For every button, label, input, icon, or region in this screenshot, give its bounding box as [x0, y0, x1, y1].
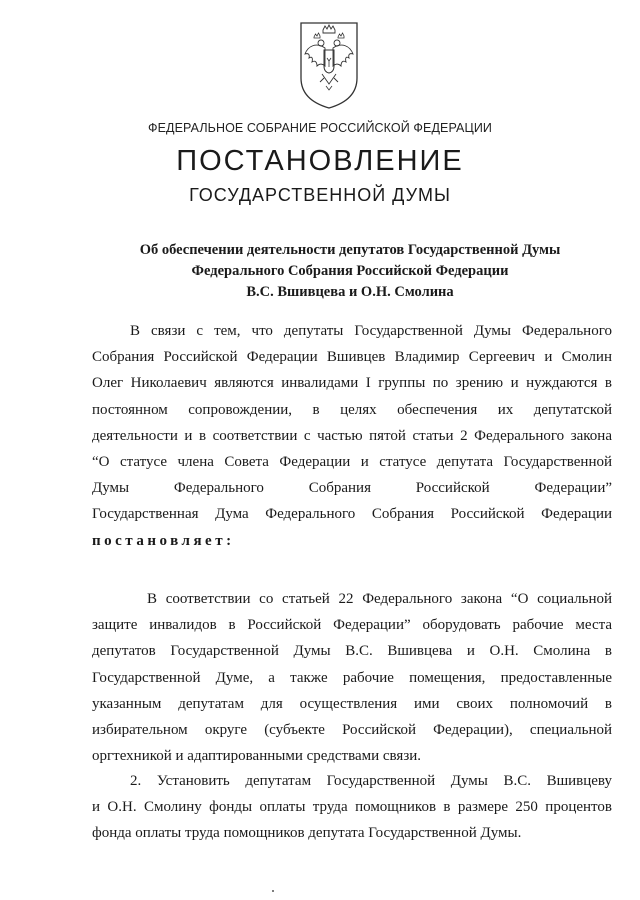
text-line: Государственная Дума Федерального Собрания Российской Федерации	[92, 506, 612, 523]
coat-of-arms-icon	[298, 20, 360, 110]
text-line: Олег Николаевич являются инвалидами I группы по зрению и нуждаются в	[92, 375, 612, 392]
text-line: постоянном сопровождении, в целях обеспечения их депутатской	[92, 401, 612, 418]
text-line: Собрания Российской Федерации Вшивцев Владимир Сергеевич и Смолин	[92, 349, 612, 366]
text-line: избирательном округе (субъекте Российской Федерации), специальной	[92, 721, 612, 738]
paragraph-preamble	[92, 318, 612, 554]
text-line: оргтехникой и адаптированными средствами связи.	[92, 748, 422, 765]
title-line: В.С. Вшивцева и О.Н. Смолина	[246, 284, 454, 300]
title-line: Федерального Собрания Российской Федерации	[191, 263, 509, 279]
document-title	[80, 240, 620, 303]
text-line: указанным депутатам для осуществления ими своих полномочий в	[92, 695, 612, 712]
organization-name: ФЕДЕРАЛЬНОЕ СОБРАНИЕ РОССИЙСКОЙ ФЕДЕРАЦИИ	[147, 121, 493, 135]
text-line: депутатов Государственной Думы В.С. Вшивцева и О.Н. Смолина в	[92, 643, 612, 660]
paragraph-item-2	[92, 768, 612, 847]
text-line: защите инвалидов в Российской Федерации” оборудовать рабочие места	[92, 617, 612, 634]
text-line: В связи с тем, что депутаты Государственной Думы Федерального	[130, 323, 612, 339]
text-line: “О статусе члена Совета Федерации и статусе депутата Государственной	[92, 453, 612, 470]
title-line: Об обеспечении деятельности депутатов Государственной Думы	[139, 242, 561, 258]
document-type: ПОСТАНОВЛЕНИЕ	[176, 145, 464, 177]
text-line: 2. Установить депутатам Государственной Думы В.С. Вшивцеву	[130, 773, 612, 789]
text-line: В соответствии со статьей 22 Федерального закона “О социальной	[147, 591, 612, 607]
text-line: фонда оплаты труда помощников депутата Государственной Думы.	[92, 825, 522, 842]
document-issuer: ГОСУДАРСТВЕННОЙ ДУМЫ	[189, 185, 451, 205]
text-line: деятельности и в соответствии с частью пятой статьи 2 Федерального закона	[92, 427, 612, 444]
text-line: Государственной Думе, а также рабочие помещения, предоставленные	[92, 669, 612, 686]
text-line: Думы Федерального Собрания Российской Федерации”	[92, 480, 612, 497]
paragraph-item-1	[92, 586, 612, 769]
scan-speck	[272, 890, 274, 892]
resolves-word: постановляет:	[92, 532, 235, 549]
text-line: и О.Н. Смолину фонды оплаты труда помощников в размере 250 процентов	[92, 799, 612, 816]
